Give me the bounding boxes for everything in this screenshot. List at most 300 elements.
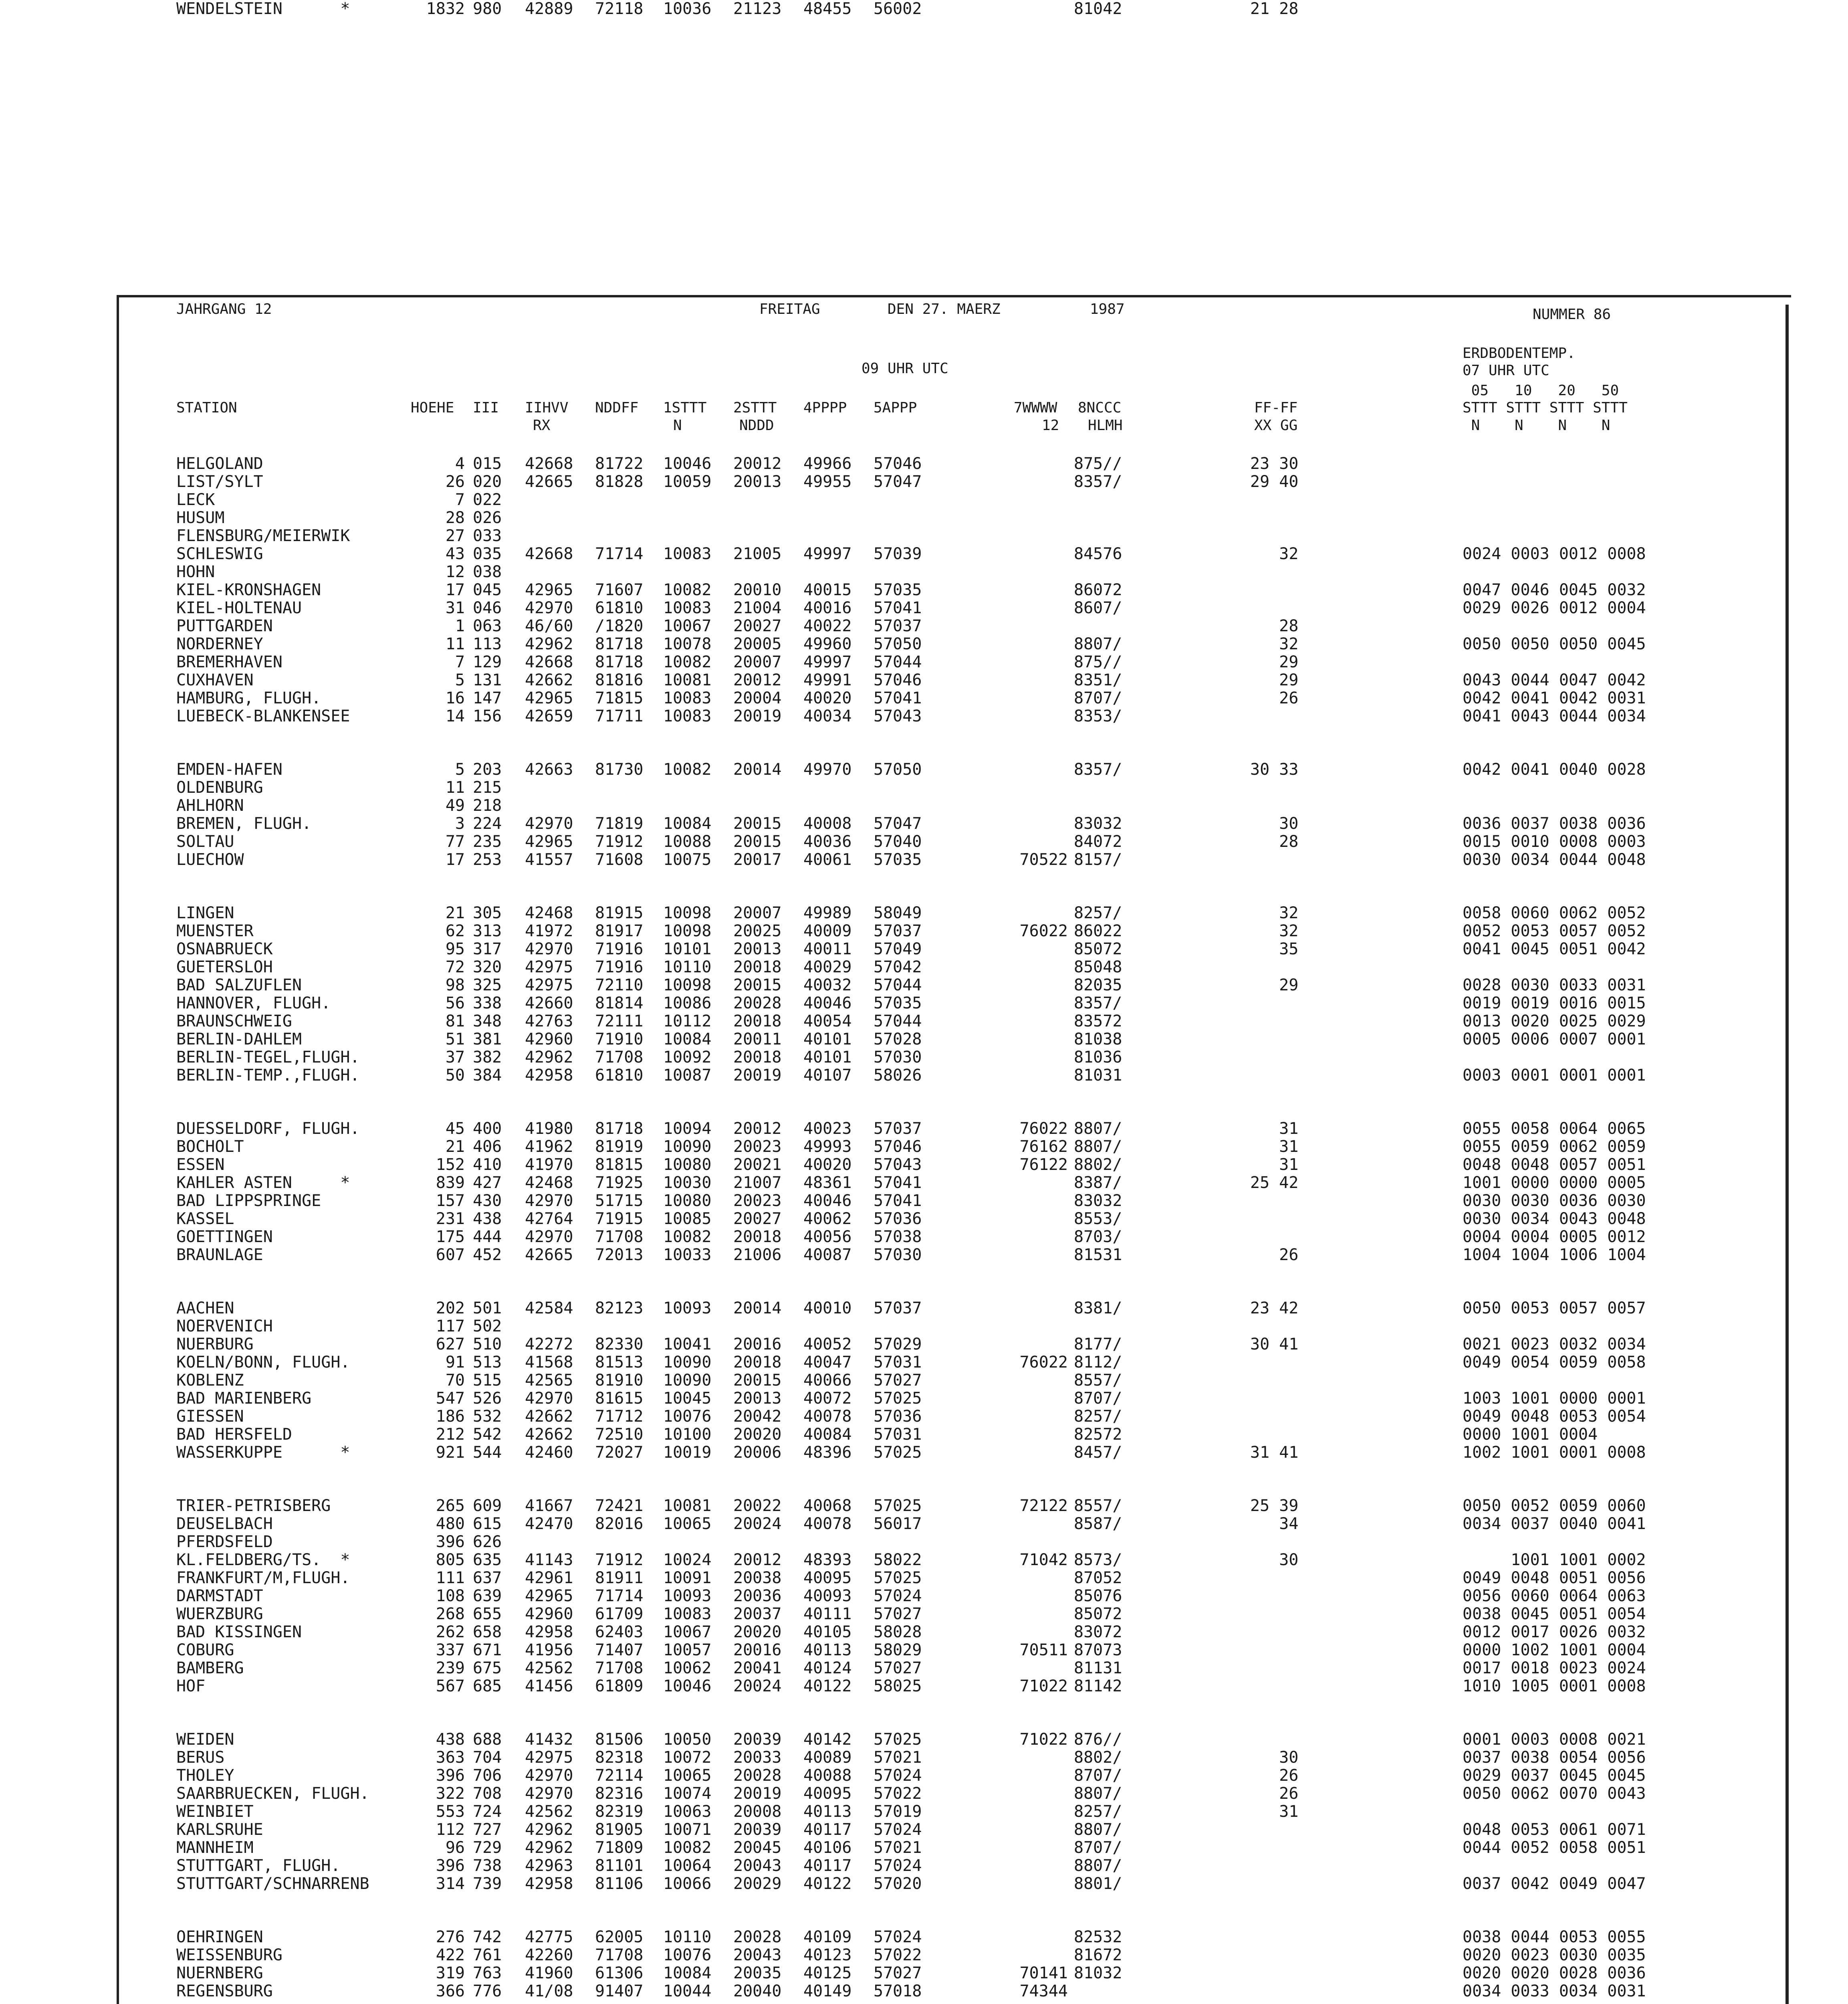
group-4pppp: 40068	[803, 1497, 852, 1515]
group-2sttt: 20027	[733, 617, 782, 635]
station-id: 406	[473, 1137, 502, 1156]
table-row	[0, 1875, 1848, 1893]
station-name: BAMBERG	[176, 1659, 244, 1677]
group-2sttt: 20036	[733, 1587, 782, 1605]
group-4pppp: 40056	[803, 1228, 852, 1246]
group-nddff: 71708	[595, 1228, 644, 1246]
group-1sttt: 10084	[663, 1964, 712, 1982]
soil-temperatures: 0017 0018 0023 0024	[1463, 1659, 1646, 1677]
group-iihvv: 42965	[525, 689, 573, 707]
group-nddff: 81722	[595, 455, 644, 473]
station-name: WENDELSTEIN *	[176, 0, 350, 18]
group-4pppp: 40061	[803, 850, 852, 869]
group-nddff: 72013	[595, 1246, 644, 1264]
group-iihvv: 42958	[525, 1066, 573, 1085]
table-row	[0, 671, 1848, 689]
station-id: 635	[473, 1551, 502, 1569]
group-1sttt: 10110	[663, 1928, 712, 1946]
group-5appp: 57035	[874, 994, 922, 1012]
group-8nccc: 84576	[1074, 545, 1122, 563]
col-5appp: 5APPP	[874, 400, 917, 416]
wind-gusts: 31 41	[1250, 1443, 1299, 1462]
erdboden-columns: STTT STTT STTT STTT	[1463, 400, 1628, 416]
group-iihvv: 42958	[525, 1875, 573, 1893]
group-5appp: 57025	[874, 1730, 922, 1749]
group-iihvv: 41972	[525, 922, 573, 940]
station-id: 015	[473, 455, 502, 473]
group-1sttt: 10067	[663, 1623, 712, 1641]
erdboden-sub: N N N N	[1463, 417, 1610, 434]
station-id: 045	[473, 581, 502, 599]
group-2sttt: 20028	[733, 1766, 782, 1785]
group-1sttt: 10083	[663, 545, 712, 563]
erdboden-title: ERDBODENTEMP.	[1463, 345, 1576, 362]
group-4pppp: 48396	[803, 1443, 852, 1462]
group-1sttt: 10065	[663, 1766, 712, 1785]
station-id: 675	[473, 1659, 502, 1677]
wind-gusts: 30	[1250, 1748, 1299, 1767]
group-5appp: 57024	[874, 1857, 922, 1875]
station-height: 27	[445, 527, 465, 545]
station-name: DUESSELDORF, FLUGH.	[176, 1119, 360, 1138]
group-8nccc: 8351/	[1074, 671, 1122, 689]
station-id: 215	[473, 778, 502, 797]
group-1sttt: 10090	[663, 1353, 712, 1372]
station-id: 381	[473, 1030, 502, 1048]
soil-temperatures: 0052 0053 0057 0052	[1463, 922, 1646, 940]
group-1sttt: 10082	[663, 1838, 712, 1857]
station-height: 37	[445, 1048, 465, 1067]
group-8nccc: 81038	[1074, 1030, 1122, 1048]
station-name: HANNOVER, FLUGH.	[176, 994, 331, 1012]
station-name: BRAUNSCHWEIG	[176, 1012, 292, 1030]
group-5appp: 57020	[874, 1875, 922, 1893]
table-row	[0, 455, 1848, 473]
group-1sttt: 10082	[663, 760, 712, 779]
table-row	[0, 1533, 1848, 1551]
group-4pppp: 40117	[803, 1820, 852, 1839]
station-id: 224	[473, 814, 502, 833]
group-5appp: 57022	[874, 1946, 922, 1964]
table-row	[0, 1228, 1848, 1246]
group-8nccc: 87073	[1074, 1641, 1122, 1659]
table-row	[0, 473, 1848, 491]
station-id: 544	[473, 1443, 502, 1462]
group-1sttt: 10088	[663, 832, 712, 851]
group-5appp: 57038	[874, 1228, 922, 1246]
col-2sttt-sub: NDDD	[739, 417, 774, 434]
group-iihvv: 42659	[525, 707, 573, 725]
group-iihvv: 42470	[525, 1515, 573, 1533]
group-4pppp: 40034	[803, 707, 852, 725]
group-5appp: 57037	[874, 1119, 922, 1138]
group-nddff: 71712	[595, 1407, 644, 1426]
group-7wwww: 70511	[1019, 1641, 1068, 1659]
group-nddff: 71819	[595, 814, 644, 833]
table-row	[0, 1192, 1848, 1210]
group-1sttt: 10098	[663, 922, 712, 940]
station-id: 235	[473, 832, 502, 851]
group-nddff: 71912	[595, 1551, 644, 1569]
group-1sttt: 10080	[663, 1156, 712, 1174]
station-name: KOELN/BONN, FLUGH.	[176, 1353, 350, 1372]
group-2sttt: 20005	[733, 635, 782, 653]
group-8nccc: 81672	[1074, 1946, 1122, 1964]
group-7wwww: 72122	[1019, 1497, 1068, 1515]
col-8nccc-sub: HLMH	[1088, 417, 1123, 434]
station-name: BERUS	[176, 1748, 225, 1767]
group-4pppp: 40117	[803, 1857, 852, 1875]
group-nddff: 51715	[595, 1192, 644, 1210]
table-row	[0, 527, 1848, 545]
group-nddff: 71916	[595, 958, 644, 976]
group-2sttt: 20019	[733, 1784, 782, 1803]
group-8nccc: 8807/	[1074, 1119, 1122, 1138]
station-height: 17	[445, 850, 465, 869]
group-iihvv: 42764	[525, 1210, 573, 1228]
table-row	[0, 1335, 1848, 1353]
station-height: 157	[436, 1192, 465, 1210]
group-5appp: 57027	[874, 1659, 922, 1677]
group-iihvv: 41956	[525, 1641, 573, 1659]
group-1sttt: 10063	[663, 1802, 712, 1821]
group-nddff: 82123	[595, 1299, 644, 1317]
table-row	[0, 1587, 1848, 1605]
group-2sttt: 20012	[733, 1119, 782, 1138]
table-row	[0, 653, 1848, 671]
group-8nccc: 8357/	[1074, 994, 1122, 1012]
group-nddff: 81814	[595, 994, 644, 1012]
group-5appp: 57046	[874, 455, 922, 473]
group-5appp: 57028	[874, 1030, 922, 1048]
station-height: 95	[445, 940, 465, 958]
station-id: 313	[473, 922, 502, 940]
station-id: 615	[473, 1515, 502, 1533]
col-iii: III	[473, 400, 499, 416]
soil-temperatures: 0038 0044 0053 0055	[1463, 1928, 1646, 1946]
station-height: 91	[445, 1353, 465, 1372]
group-5appp: 57041	[874, 1174, 922, 1192]
station-id: 046	[473, 599, 502, 617]
group-iihvv: 42763	[525, 1012, 573, 1030]
station-name: WUERZBURG	[176, 1605, 263, 1623]
group-nddff: 71714	[595, 1587, 644, 1605]
group-2sttt: 20024	[733, 1677, 782, 1695]
station-height: 239	[436, 1659, 465, 1677]
soil-temperatures: 0037 0042 0049 0047	[1463, 1875, 1646, 1893]
station-height: 438	[436, 1730, 465, 1749]
station-height: 627	[436, 1335, 465, 1354]
group-8nccc: 87052	[1074, 1569, 1122, 1587]
issue-number: NUMMER 86	[1533, 306, 1611, 323]
station-id: 515	[473, 1371, 502, 1390]
group-2sttt: 21006	[733, 1246, 782, 1264]
group-5appp: 58025	[874, 1677, 922, 1695]
station-name: KARLSRUHE	[176, 1820, 263, 1839]
group-nddff: 72111	[595, 1012, 644, 1030]
group-1sttt: 10082	[663, 581, 712, 599]
station-name: BREMEN, FLUGH.	[176, 814, 312, 833]
table-row	[0, 976, 1848, 994]
soil-temperatures: 0041 0045 0051 0042	[1463, 940, 1646, 958]
group-8nccc: 8353/	[1074, 707, 1122, 725]
station-name: KIEL-HOLTENAU	[176, 599, 302, 617]
group-5appp: 57044	[874, 976, 922, 994]
group-1sttt: 10082	[663, 1228, 712, 1246]
soil-temperatures: 0055 0058 0064 0065	[1463, 1119, 1646, 1138]
group-8nccc: 82532	[1074, 1928, 1122, 1946]
group-1sttt: 10076	[663, 1946, 712, 1964]
table-row	[0, 1659, 1848, 1677]
station-height: 202	[436, 1299, 465, 1317]
group-4pppp: 40020	[803, 689, 852, 707]
station-name: BRAUNLAGE	[176, 1246, 263, 1264]
group-iihvv: 41962	[525, 1137, 573, 1156]
station-name: BERLIN-DAHLEM	[176, 1030, 302, 1048]
station-name: CUXHAVEN	[176, 671, 254, 689]
group-1sttt: 10084	[663, 814, 712, 833]
group-8nccc: 81032	[1074, 1964, 1122, 1982]
group-4pppp: 40029	[803, 958, 852, 976]
group-iihvv: 41980	[525, 1119, 573, 1138]
group-nddff: 91407	[595, 1982, 644, 2000]
group-1sttt: 10094	[663, 1119, 712, 1138]
group-nddff: /1820	[595, 617, 644, 635]
group-4pppp: 40023	[803, 1119, 852, 1138]
group-iihvv: 42468	[525, 904, 573, 922]
group-2sttt: 20019	[733, 707, 782, 725]
station-name: TRIER-PETRISBERG	[176, 1497, 331, 1515]
group-4pppp: 49997	[803, 653, 852, 671]
group-iihvv: 41456	[525, 1677, 573, 1695]
group-2sttt: 20015	[733, 976, 782, 994]
station-height: 422	[436, 1946, 465, 1964]
station-height: 112	[436, 1820, 465, 1839]
group-5appp: 58022	[874, 1551, 922, 1569]
group-8nccc: 876//	[1074, 1730, 1122, 1749]
group-1sttt: 10066	[663, 1875, 712, 1893]
wind-gusts: 34	[1250, 1515, 1299, 1533]
group-4pppp: 40015	[803, 581, 852, 599]
group-nddff: 81506	[595, 1730, 644, 1749]
station-id: 026	[473, 509, 502, 527]
station-id: 502	[473, 1317, 502, 1335]
wind-gusts: 32	[1250, 904, 1299, 922]
group-nddff: 81828	[595, 473, 644, 491]
group-nddff: 71912	[595, 832, 644, 851]
group-1sttt: 10078	[663, 635, 712, 653]
group-5appp: 57024	[874, 1820, 922, 1839]
station-height: 1832	[426, 0, 465, 18]
station-height: 50	[445, 1066, 465, 1085]
station-name: STUTTGART/SCHNARRENB	[176, 1875, 369, 1893]
group-4pppp: 49955	[803, 473, 852, 491]
group-8nccc: 8557/	[1074, 1371, 1122, 1390]
group-4pppp: 40078	[803, 1515, 852, 1533]
col-4pppp: 4PPPP	[803, 400, 847, 416]
soil-temperatures: 0049 0054 0059 0058	[1463, 1353, 1646, 1372]
station-name: OSNABRUECK	[176, 940, 273, 958]
group-4pppp: 40122	[803, 1875, 852, 1893]
group-2sttt: 20018	[733, 1012, 782, 1030]
group-2sttt: 20037	[733, 1605, 782, 1623]
station-name: SCHLESWIG	[176, 545, 263, 563]
group-1sttt: 10030	[663, 1174, 712, 1192]
station-id: 980	[473, 0, 502, 18]
station-height: 12	[445, 563, 465, 581]
station-id: 320	[473, 958, 502, 976]
station-name: PUTTGARDEN	[176, 617, 273, 635]
group-iihvv: 42889	[525, 0, 573, 18]
group-nddff: 71708	[595, 1946, 644, 1964]
table-row	[0, 1946, 1848, 1964]
station-id: 510	[473, 1335, 502, 1354]
station-id: 382	[473, 1048, 502, 1067]
group-8nccc: 8112/	[1074, 1353, 1122, 1372]
station-height: 212	[436, 1425, 465, 1444]
group-nddff: 71910	[595, 1030, 644, 1048]
station-height: 45	[445, 1119, 465, 1138]
group-iihvv: 42970	[525, 1766, 573, 1785]
table-row	[0, 491, 1848, 509]
station-height: 3	[455, 814, 465, 833]
group-8nccc: 81031	[1074, 1066, 1122, 1085]
station-id: 218	[473, 796, 502, 815]
group-4pppp: 49997	[803, 545, 852, 563]
group-nddff: 81615	[595, 1389, 644, 1408]
group-4pppp: 40142	[803, 1730, 852, 1749]
station-id: 400	[473, 1119, 502, 1138]
station-id: 526	[473, 1389, 502, 1408]
station-height: 16	[445, 689, 465, 707]
group-4pppp: 40078	[803, 1407, 852, 1426]
group-1sttt: 10071	[663, 1820, 712, 1839]
group-2sttt: 20006	[733, 1443, 782, 1462]
group-5appp: 57018	[874, 1982, 922, 2000]
group-5appp: 57043	[874, 707, 922, 725]
table-row	[0, 1138, 1848, 1156]
group-1sttt: 10092	[663, 1048, 712, 1067]
table-row	[0, 833, 1848, 850]
soil-temperatures: 0042 0041 0042 0031	[1463, 689, 1646, 707]
group-1sttt: 10083	[663, 689, 712, 707]
group-iihvv: 42970	[525, 1784, 573, 1803]
table-row	[0, 922, 1848, 940]
group-nddff: 71916	[595, 940, 644, 958]
group-iihvv: 42975	[525, 958, 573, 976]
group-2sttt: 20027	[733, 1210, 782, 1228]
wind-gusts: 30 33	[1250, 760, 1299, 779]
soil-temperatures: 0029 0037 0045 0045	[1463, 1766, 1646, 1785]
group-iihvv: 42662	[525, 671, 573, 689]
group-2sttt: 20011	[733, 1030, 782, 1048]
station-name: WEINBIET	[176, 1802, 254, 1821]
station-name: BERLIN-TEGEL,FLUGH.	[176, 1048, 360, 1067]
station-name: WASSERKUPPE *	[176, 1443, 350, 1462]
group-5appp: 57047	[874, 814, 922, 833]
wind-gusts: 29	[1250, 976, 1299, 994]
soil-temperatures: 0034 0033 0034 0031	[1463, 1982, 1646, 2000]
table-row	[0, 1964, 1848, 1982]
group-iihvv: 42668	[525, 455, 573, 473]
station-name: DEUSELBACH	[176, 1515, 273, 1533]
group-2sttt: 20018	[733, 1048, 782, 1067]
station-id: 738	[473, 1857, 502, 1875]
soil-temperatures: 0012 0017 0026 0032	[1463, 1623, 1646, 1641]
soil-temperatures: 0024 0003 0012 0008	[1463, 545, 1646, 563]
station-name: GIESSEN	[176, 1407, 244, 1426]
station-height: 5	[455, 671, 465, 689]
soil-temperatures: 0048 0053 0061 0071	[1463, 1820, 1646, 1839]
table-row	[0, 851, 1848, 869]
group-nddff: 72118	[595, 0, 644, 18]
group-2sttt: 20040	[733, 1982, 782, 2000]
soil-temperatures: 0030 0034 0043 0048	[1463, 1210, 1646, 1228]
table-row	[0, 1982, 1848, 2000]
group-nddff: 71925	[595, 1174, 644, 1192]
group-8nccc: 8557/	[1074, 1497, 1122, 1515]
table-row	[0, 1210, 1848, 1228]
group-5appp: 57027	[874, 1964, 922, 1982]
station-id: 020	[473, 473, 502, 491]
group-8nccc: 8257/	[1074, 1802, 1122, 1821]
soil-temperatures: 1001 0000 0000 0005	[1463, 1174, 1646, 1192]
group-4pppp: 40010	[803, 1299, 852, 1317]
group-iihvv: 42460	[525, 1443, 573, 1462]
station-name: LECK	[176, 491, 215, 509]
group-nddff: 71711	[595, 707, 644, 725]
soil-temperatures: 0030 0030 0036 0030	[1463, 1192, 1646, 1210]
group-iihvv: 42272	[525, 1335, 573, 1354]
group-iihvv: 42970	[525, 814, 573, 833]
group-nddff: 72027	[595, 1443, 644, 1462]
soil-temperatures: 0020 0020 0028 0036	[1463, 1964, 1646, 1982]
group-2sttt: 20018	[733, 958, 782, 976]
table-row	[0, 1156, 1848, 1174]
station-id: 438	[473, 1210, 502, 1228]
group-1sttt: 10081	[663, 1497, 712, 1515]
group-5appp: 57044	[874, 1012, 922, 1030]
group-4pppp: 49970	[803, 760, 852, 779]
station-name: PFERDSFELD	[176, 1533, 273, 1551]
table-row	[0, 1390, 1848, 1407]
group-iihvv: 42970	[525, 1192, 573, 1210]
station-name: MUENSTER	[176, 922, 254, 940]
group-5appp: 57027	[874, 1371, 922, 1390]
report-date: DEN 27. MAERZ	[888, 301, 1001, 317]
wind-gusts: 32	[1250, 635, 1299, 653]
group-7wwww: 71022	[1019, 1730, 1068, 1749]
group-8nccc: 81131	[1074, 1659, 1122, 1677]
wind-gusts: 35	[1250, 940, 1299, 958]
station-name: WEISSENBURG	[176, 1946, 282, 1964]
station-id: 704	[473, 1748, 502, 1767]
group-2sttt: 20035	[733, 1964, 782, 1982]
group-4pppp: 40101	[803, 1048, 852, 1067]
group-nddff: 61709	[595, 1605, 644, 1623]
group-2sttt: 20045	[733, 1838, 782, 1857]
station-height: 175	[436, 1228, 465, 1246]
table-row	[0, 1605, 1848, 1623]
group-1sttt: 10087	[663, 1066, 712, 1085]
station-height: 805	[436, 1551, 465, 1569]
group-8nccc: 83572	[1074, 1012, 1122, 1030]
group-nddff: 81718	[595, 653, 644, 671]
group-5appp: 57041	[874, 599, 922, 617]
group-5appp: 57035	[874, 581, 922, 599]
station-name: NUERNBERG	[176, 1964, 263, 1982]
station-height: 396	[436, 1533, 465, 1551]
